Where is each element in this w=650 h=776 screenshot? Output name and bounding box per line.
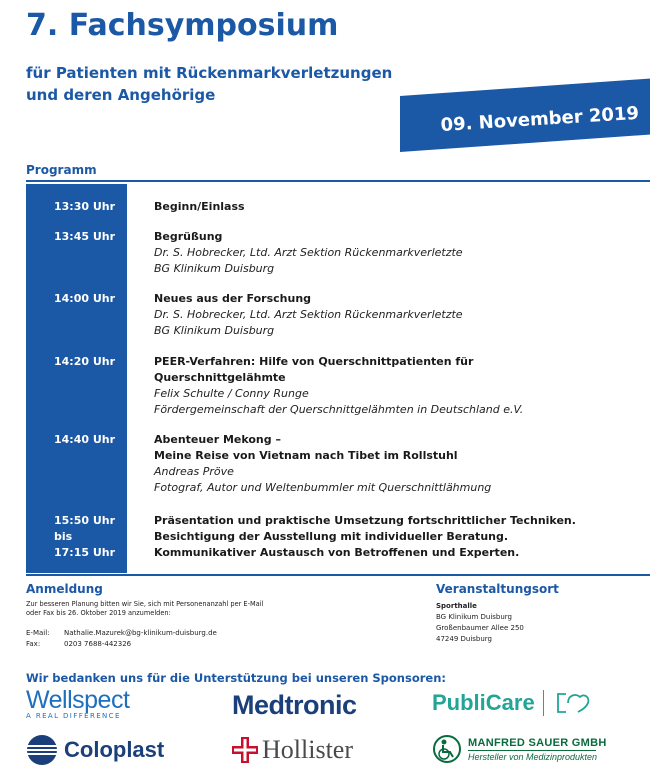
email-row [26,628,217,639]
registration-contact [26,628,217,650]
program-time-end: 17:15 Uhr [54,546,116,559]
coloplast-name: Coloplast [64,737,165,762]
manfred-sauer-text [468,737,607,762]
manfred-sauer-rule [468,750,596,751]
program-content [154,199,634,215]
program-speaker: Felix Schulte / Conny Runge [154,387,309,400]
venue-heading: Veranstaltungsort [436,582,559,596]
publicare-logo [432,690,592,716]
venue-line-1: BG Klinikum Duisburg [436,613,513,621]
divider-bottom [26,574,650,576]
fax-row [26,639,217,650]
publicare-separator [543,690,544,716]
program-title: Neues aus der Forschung [154,292,312,305]
venue-address [436,601,524,645]
symposium-subtitle [26,62,392,106]
registration-text-line-2: oder Fax bis 26. Oktober 2019 anzumelden: [26,609,171,617]
program-time-start: 15:50 Uhr [54,514,116,527]
program-content [154,432,634,496]
manfred-sauer-tagline: Hersteller von Medizinprodukten [468,751,598,762]
program-title-line-2: Querschnittgelähmte [154,371,286,384]
email-link[interactable]: Nathalie.Mazurek@bg-klinikum-duisburg.de [64,629,217,637]
program-time-bis: bis [54,530,73,543]
publicare-name: PubliCare [432,690,535,715]
venue-line-3: 47249 Duisburg [436,635,492,643]
coloplast-logo [26,734,164,766]
subtitle-line-2: und deren Angehörige [26,86,216,104]
hollister-star-icon [232,737,258,763]
symposium-title: 7. Fachsymposium [26,8,339,43]
fax-number: 0203 7688-442326 [64,640,132,648]
registration-heading: Anmeldung [26,582,103,596]
venue-name: Sporthalle [436,602,477,610]
program-title: Begrüßung [154,230,223,243]
program-line-1: Präsentation und praktische Umsetzung fortschrittlicher Techniken. [154,514,576,527]
program-heading: Programm [26,163,97,177]
program-speaker: Dr. S. Hobrecker, Ltd. Arzt Sektion Rückenmarkverletzte [154,308,463,321]
program-content [154,354,634,418]
program-time: 14:00 Uhr [54,292,116,305]
program-content [154,229,634,277]
hollister-name: Hollister [262,735,353,764]
program-speaker: Andreas Pröve [154,465,234,478]
venue-line-2: Großenbaumer Allee 250 [436,624,524,632]
event-date: 09. November 2019 [440,102,640,136]
program-affiliation: BG Klinikum Duisburg [154,262,275,275]
program-time: 14:20 Uhr [54,355,116,368]
medtronic-logo: Medtronic [232,690,357,720]
program-line-2: Besichtigung der Ausstellung mit individueller Beratung. [154,530,509,543]
registration-text [26,600,326,618]
wellspect-tagline: A REAL DIFFERENCE [26,712,121,720]
sponsors-heading: Wir bedanken uns für die Unterstützung bei unseren Sponsoren: [26,671,446,685]
divider-top [26,180,650,182]
program-title-line-1: Abenteuer Mekong – [154,433,281,446]
heart-outline-icon [552,691,592,715]
subtitle-line-1: für Patienten mit Rückenmarkverletzungen [26,64,393,82]
program-affiliation: Fotograf, Autor und Weltenbummler mit Querschnittlähmung [154,481,492,494]
manfred-sauer-wheelchair-icon [432,734,462,764]
program-line-3: Kommunikativer Austausch von Betroffenen und Experten. [154,546,520,559]
program-time: 13:30 Uhr [54,200,116,213]
program-content [154,513,634,561]
program-time: 14:40 Uhr [54,433,116,446]
program-affiliation: Fördergemeinschaft der Querschnittgelähmten in Deutschland e.V. [154,403,524,416]
program-title-line-1: PEER-Verfahren: Hilfe von Querschnittpatienten für [154,355,474,368]
program-affiliation: BG Klinikum Duisburg [154,324,275,337]
program-content [154,291,634,339]
coloplast-globe-icon [26,734,58,766]
program-title: Beginn/Einlass [154,200,245,213]
wellspect-name: Wellspect [26,686,130,714]
email-label: E-Mail: [26,629,50,637]
program-speaker: Dr. S. Hobrecker, Ltd. Arzt Sektion Rückenmarkverletzte [154,246,463,259]
manfred-sauer-name: MANFRED SAUER GMBH [468,736,607,749]
program-time [54,513,134,561]
program-title-line-2: Meine Reise von Vietnam nach Tibet im Rollstuhl [154,449,458,462]
registration-text-line-1: Zur besseren Planung bitten wir Sie, sich mit Personenanzahl per E-Mail [26,600,264,608]
wellspect-logo [26,686,129,720]
program-time: 13:45 Uhr [54,230,116,243]
hollister-logo [232,735,353,765]
manfred-sauer-logo [432,734,607,764]
fax-label: Fax: [26,640,41,648]
